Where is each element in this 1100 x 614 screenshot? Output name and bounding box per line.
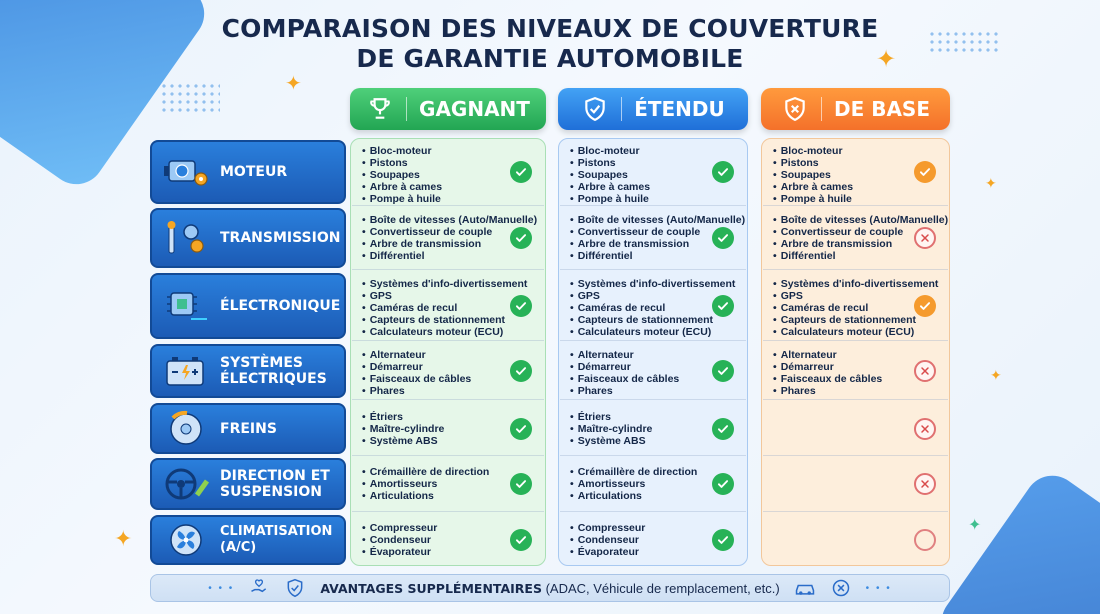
coverage-item: • Alternateur (773, 349, 940, 361)
hand-heart-icon (248, 577, 270, 599)
coverage-item: • Convertisseur de couple (773, 226, 940, 238)
coverage-item: • Systèmes d'info-divertissement (570, 278, 738, 290)
coverage-item: • Crémaillère de direction (570, 466, 738, 478)
coverage-item: • Faisceaux de câbles (773, 373, 940, 385)
coverage-item: • Amortisseurs (362, 478, 536, 490)
category-label: FREINS (220, 420, 277, 437)
sparkle-icon: ✦ (285, 73, 302, 95)
column-label: GAGNANT (419, 97, 530, 121)
coverage-item: • Pistons (773, 157, 940, 169)
coverage-item: • Soupapes (773, 169, 940, 181)
check-icon (914, 161, 936, 183)
check-icon (712, 360, 734, 382)
row-divider (560, 205, 746, 206)
sparkle-icon: ✦ (990, 367, 1002, 383)
coverage-item: • Amortisseurs (570, 478, 738, 490)
coverage-item: • Faisceaux de câbles (362, 373, 536, 385)
coverage-item: • Articulations (362, 490, 536, 502)
coverage-item: • Compresseur (362, 522, 536, 534)
cross-icon (914, 473, 936, 495)
coverage-item: • Convertisseur de couple (362, 226, 536, 238)
coverage-item: • Boîte de vitesses (Auto/Manuelle) (773, 214, 940, 226)
coverage-item: • Soupapes (362, 169, 536, 181)
coverage-item: • Calculateurs moteur (ECU) (773, 326, 940, 338)
row-divider (763, 205, 948, 206)
shield-check-icon (284, 577, 306, 599)
coverage-item: • Faisceaux de câbles (570, 373, 738, 385)
coverage-item: • Soupapes (570, 169, 738, 181)
sparkle-icon: ✦ (968, 517, 982, 534)
row-divider (763, 511, 948, 512)
corner-decoration (931, 465, 1100, 614)
coverage-item: • Différentiel (362, 250, 536, 262)
coverage-item: • Système ABS (570, 435, 738, 447)
coverage-item: • Caméras de recul (773, 302, 940, 314)
trophy-icon (366, 95, 394, 123)
empty-circle-icon (914, 529, 936, 551)
row-divider (352, 269, 544, 270)
page-title (0, 14, 1100, 74)
coverage-item: • Bloc-moteur (570, 145, 738, 157)
coverage-item: • Crémaillère de direction (362, 466, 536, 478)
row-divider (763, 455, 948, 456)
coverage-item: • Alternateur (570, 349, 738, 361)
check-icon (712, 418, 734, 440)
coverage-item: • Démarreur (362, 361, 536, 373)
car-icon (794, 577, 816, 599)
row-divider (560, 340, 746, 341)
check-icon (510, 529, 532, 551)
coverage-item: • Arbre de transmission (773, 238, 940, 250)
coverage-item: • Calculateurs moteur (ECU) (362, 326, 536, 338)
extra-benefits-bar (150, 574, 950, 602)
coverage-item: • Systèmes d'info-divertissement (362, 278, 536, 290)
check-icon (712, 161, 734, 183)
cross-icon (914, 227, 936, 249)
brake-disc-icon (160, 409, 212, 449)
category-7 (150, 515, 346, 565)
extra-benefits-detail: (ADAC, Véhicule de remplacement, etc.) (541, 580, 780, 596)
coverage-item: • Arbre à cames (773, 181, 940, 193)
coverage-item: • Phares (362, 385, 536, 397)
cross-icon (914, 360, 936, 382)
extra-benefits-label (320, 581, 779, 596)
column-header-etendu (558, 88, 748, 130)
sparkle-icon: ✦ (114, 526, 133, 551)
engine-gear-icon (160, 152, 212, 192)
row-divider (352, 205, 544, 206)
coverage-item: • Arbre à cames (362, 181, 536, 193)
coverage-item: • Capteurs de stationnement (362, 314, 536, 326)
coverage-item: • Pompe à huile (773, 193, 940, 205)
check-icon (510, 227, 532, 249)
category-label: CLIMATISATION (A/C) (220, 524, 333, 555)
coverage-item: • Pompe à huile (362, 193, 536, 205)
extra-benefits-title: AVANTAGES SUPPLÉMENTAIRES (320, 580, 542, 596)
fan-icon (160, 520, 212, 560)
row-divider (763, 399, 948, 400)
check-icon (510, 161, 532, 183)
coverage-item: • GPS (362, 290, 536, 302)
column-label: DE BASE (833, 97, 930, 121)
header-separator (621, 97, 622, 121)
header-separator (821, 97, 822, 121)
coverage-item: • Caméras de recul (570, 302, 738, 314)
coverage-item: • Capteurs de stationnement (570, 314, 738, 326)
category-4 (150, 344, 346, 398)
coverage-item: • Bloc-moteur (773, 145, 940, 157)
category-label: MOTEUR (220, 164, 288, 180)
category-label: TRANSMISSION (220, 230, 341, 246)
sparkle-icon: ✦ (985, 175, 997, 191)
steering-wheel-icon (160, 464, 212, 504)
gearbox-icon (160, 218, 212, 258)
coverage-item: • Condenseur (362, 534, 536, 546)
column-header-base (761, 88, 950, 130)
coverage-item: • Évaporateur (570, 546, 738, 558)
coverage-item: • Bloc-moteur (362, 145, 536, 157)
coverage-item: • Pistons (362, 157, 536, 169)
row-divider (763, 269, 948, 270)
check-icon (712, 529, 734, 551)
category-5 (150, 403, 346, 454)
coverage-item: • Systèmes d'info-divertissement (773, 278, 940, 290)
category-label: SYSTÈMES ÉLECTRIQUES (220, 355, 327, 387)
coverage-item: • Maître-cylindre (362, 423, 536, 435)
coverage-item: • Étriers (362, 411, 536, 423)
row-divider (352, 399, 544, 400)
category-3 (150, 273, 346, 339)
cross-icon (914, 418, 936, 440)
category-label: DIRECTION ET SUSPENSION (220, 468, 330, 500)
coverage-item: • Démarreur (570, 361, 738, 373)
category-label: ÉLECTRONIQUE (220, 298, 341, 314)
check-icon (510, 473, 532, 495)
coverage-item: • Évaporateur (362, 546, 536, 558)
coverage-item: • Arbre de transmission (570, 238, 738, 250)
row-divider (352, 455, 544, 456)
coverage-item: • Boîte de vitesses (Auto/Manuelle) (362, 214, 536, 226)
header-separator (406, 97, 407, 121)
shield-x-icon (781, 95, 809, 123)
row-divider (560, 511, 746, 512)
coverage-item: • Condenseur (570, 534, 738, 546)
check-icon (712, 295, 734, 317)
dots-decoration: • • • (208, 582, 235, 594)
coverage-item: • Capteurs de stationnement (773, 314, 940, 326)
coverage-item: • Alternateur (362, 349, 536, 361)
coverage-item: • Différentiel (570, 250, 738, 262)
coverage-item: • Articulations (570, 490, 738, 502)
sparkle-icon: ✦ (876, 46, 897, 73)
row-divider (560, 399, 746, 400)
chip-icon (160, 286, 212, 326)
coverage-item: • Pompe à huile (570, 193, 738, 205)
shield-check-icon (581, 95, 609, 123)
coverage-item: • Démarreur (773, 361, 940, 373)
check-icon (712, 473, 734, 495)
coverage-item: • Pistons (570, 157, 738, 169)
row-divider (763, 340, 948, 341)
category-1 (150, 140, 346, 204)
check-icon (510, 418, 532, 440)
check-icon (712, 227, 734, 249)
category-6 (150, 458, 346, 510)
close-circle-icon (830, 577, 852, 599)
coverage-item: • Maître-cylindre (570, 423, 738, 435)
coverage-item: • Caméras de recul (362, 302, 536, 314)
coverage-item: • Phares (773, 385, 940, 397)
title-line-2: DE GARANTIE AUTOMOBILE (356, 44, 744, 73)
coverage-item: • Système ABS (362, 435, 536, 447)
coverage-item: • Arbre de transmission (362, 238, 536, 250)
row-divider (352, 340, 544, 341)
coverage-item: • GPS (570, 290, 738, 302)
coverage-item: • GPS (773, 290, 940, 302)
column-header-gagnant (350, 88, 546, 130)
coverage-item: • Convertisseur de couple (570, 226, 738, 238)
coverage-item: • Compresseur (570, 522, 738, 534)
coverage-item: • Étriers (570, 411, 738, 423)
coverage-item: • Calculateurs moteur (ECU) (570, 326, 738, 338)
category-2 (150, 208, 346, 268)
row-divider (560, 269, 746, 270)
row-divider (560, 455, 746, 456)
coverage-item: • Arbre à cames (570, 181, 738, 193)
coverage-item: • Boîte de vitesses (Auto/Manuelle) (570, 214, 738, 226)
dot-pattern (160, 82, 220, 112)
check-icon (914, 295, 936, 317)
coverage-item: • Différentiel (773, 250, 940, 262)
check-icon (510, 295, 532, 317)
dots-decoration: • • • (865, 582, 892, 594)
check-icon (510, 360, 532, 382)
battery-icon (160, 351, 212, 391)
title-line-1: COMPARAISON DES NIVEAUX DE COUVERTURE (221, 14, 879, 43)
coverage-item: • Phares (570, 385, 738, 397)
row-divider (352, 511, 544, 512)
column-label: ÉTENDU (634, 97, 725, 121)
